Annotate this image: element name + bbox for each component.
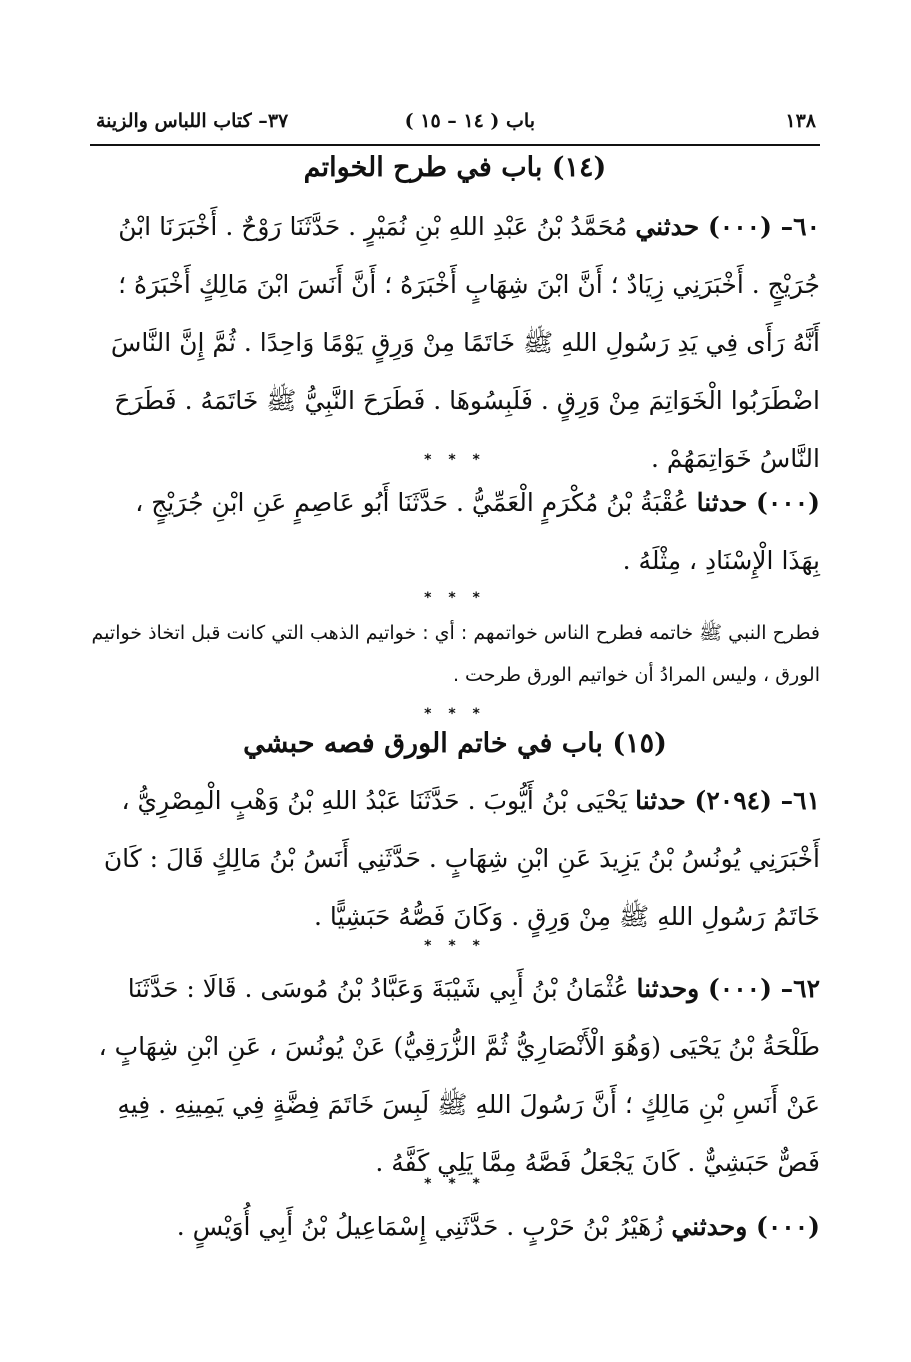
hadith-60b-number: (٠٠٠) حدثنا bbox=[696, 488, 820, 517]
hadith-62b-number: (٠٠٠) وحدثني bbox=[671, 1212, 820, 1241]
separator-2: * * * bbox=[424, 590, 486, 606]
hadith-62 bbox=[90, 960, 820, 1192]
hadith-62b-text: زُهَيْرُ بْنُ حَرْبٍ . حَدَّثَنِي إِسْمَاعِيلُ بْنُ أَبِي أُوَيْسٍ . bbox=[176, 1212, 664, 1241]
hadith-61-text: يَحْيَى بْنُ أَيُّوبَ . حَدَّثَنَا عَبْدُ اللهِ بْنُ وَهْبٍ الْمِصْرِيُّ ، أَخْبَرَنِي يُونُسُ بْنُ يَزِيدَ عَنِ ابْنِ شِهَابٍ . حَدَّثَنِي أَنَسُ بْنُ مَالِكٍ قَالَ : كَانَ خَاتَمُ رَسُولِ اللهِ ﷺ مِنْ وَرِقٍ . وَكَانَ فَصُّهُ حَبَشِيًّا . bbox=[103, 786, 820, 931]
hadith-61 bbox=[90, 772, 820, 946]
hadith-60 bbox=[90, 198, 820, 488]
hadith-60b bbox=[90, 474, 820, 590]
page-header bbox=[90, 108, 820, 140]
commentary-note: فطرح النبي ﷺ خاتمه فطرح الناس خواتمهم : أي : خواتيم الذهب التي كانت قبل اتخاذ خواتيم الورق ، وليس المرادُ أن خواتيم الورق طرحت . bbox=[91, 622, 820, 686]
book-page bbox=[90, 100, 820, 1300]
hadith-62-text: عُثْمَانُ بْنُ أَبِي شَيْبَةَ وَعَبَّادُ بْنُ مُوسَى . قَالَا : حَدَّثَنَا طَلْحَةُ بْنُ يَحْيَى (وَهُوَ الْأَنْصَارِيُّ ثُمَّ الزُّرَقِيُّ) عَنْ يُونُسَ ، عَنِ ابْنِ شِهَابٍ ، عَنْ أَنَسِ بْنِ مَالِكٍ ؛ أَنَّ رَسُولَ اللهِ ﷺ لَبِسَ خَاتَمَ فِضَّةٍ فِي يَمِينِهِ . فِيهِ فَصٌّ حَبَشِيٌّ . كَانَ يَجْعَلُ فَصَّهُ مِمَّا يَلِي كَفَّهُ . bbox=[98, 974, 820, 1177]
page-number: ١٣٨ bbox=[785, 110, 816, 132]
separator-1: * * * bbox=[424, 452, 486, 468]
hadith-62-number: ٦٢– (٠٠٠) وحدثنا bbox=[636, 974, 820, 1003]
section-14-title: (١٤) باب في طرح الخواتم bbox=[303, 152, 607, 183]
header-rule bbox=[90, 144, 820, 146]
chapter-range: باب ( ١٤ – ١٥ ) bbox=[404, 110, 535, 132]
hadith-61-number: ٦١– (٢٠٩٤) حدثنا bbox=[635, 786, 820, 815]
hadith-60b-text: عُقْبَةُ بْنُ مُكْرَمٍ الْعَمِّيُّ . حَدَّثَنَا أَبُو عَاصِمٍ عَنِ ابْنِ جُرَيْجٍ ، بِهَذَا الْإِسْنَادِ ، مِثْلَهُ . bbox=[135, 488, 820, 575]
separator-3: * * * bbox=[424, 706, 486, 722]
section-15-title: (١٥) باب في خاتم الورق فصه حبشي bbox=[243, 728, 667, 759]
hadith-60-text: مُحَمَّدُ بْنُ عَبْدِ اللهِ بْنِ نُمَيْرٍ . حَدَّثَنَا رَوْحٌ . أَخْبَرَنَا ابْنُ جُرَيْجٍ . أَخْبَرَنِي زِيَادٌ ؛ أَنَّ ابْنَ شِهَابٍ أَخْبَرَهُ ؛ أَنَّ أَنَسَ ابْنَ مَالِكٍ أَخْبَرَهُ ؛ أَنَّهُ رَأَى فِي يَدِ رَسُولِ اللهِ ﷺ خَاتَمًا مِنْ وَرِقٍ يَوْمًا وَاحِدًا . ثُمَّ إِنَّ النَّاسَ اضْطَرَبُوا الْخَوَاتِمَ مِنْ وَرِقٍ . فَلَبِسُوهَا . فَطَرَحَ النَّبِيُّ ﷺ خَاتَمَهُ . فَطَرَحَ النَّاسُ خَوَاتِمَهُمْ . bbox=[110, 212, 820, 473]
hadith-62b bbox=[90, 1198, 820, 1256]
separator-4: * * * bbox=[424, 938, 486, 954]
separator-5: * * * bbox=[424, 1176, 486, 1192]
hadith-60-number: ٦٠– (٠٠٠) حدثني bbox=[635, 212, 820, 241]
book-title: ٣٧– كتاب اللباس والزينة bbox=[96, 110, 289, 132]
